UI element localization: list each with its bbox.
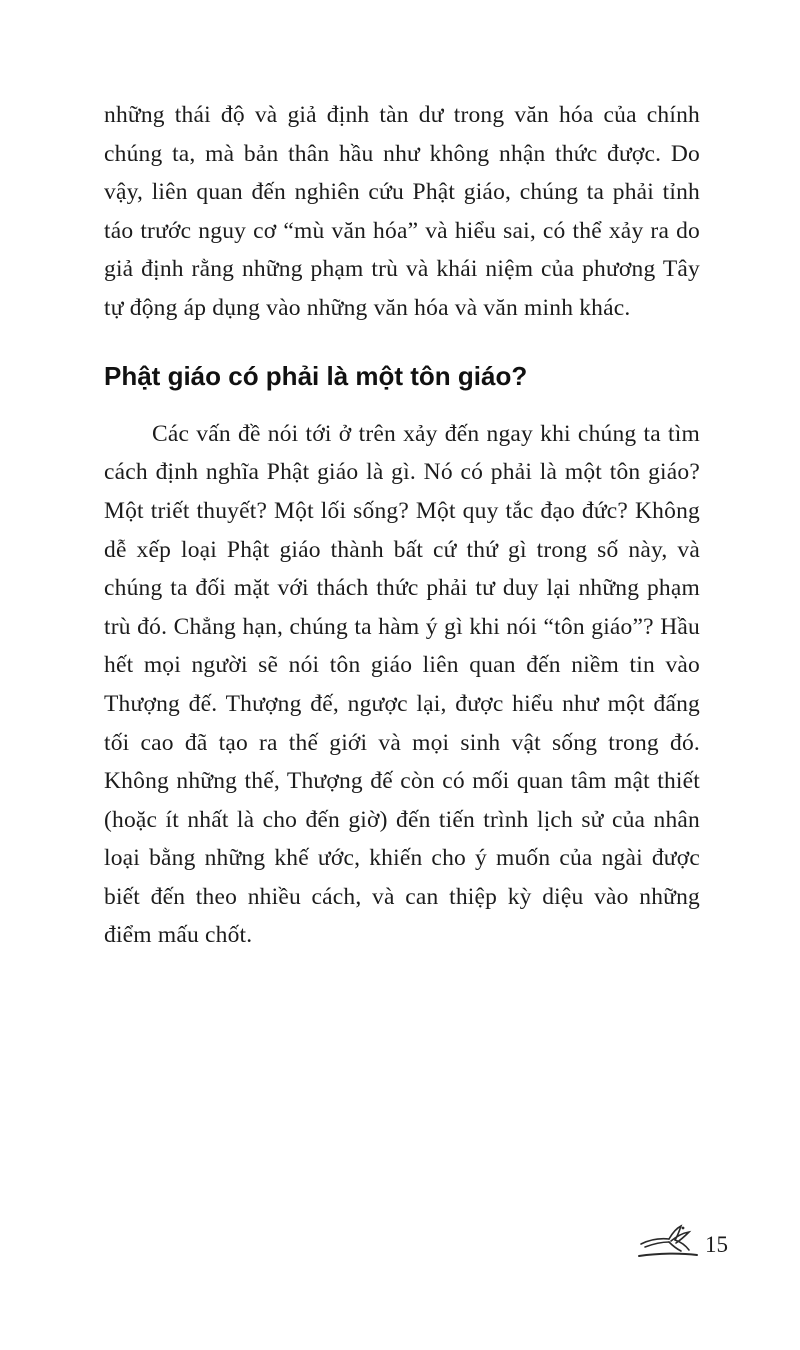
dragonfly-doodle-icon bbox=[631, 1222, 703, 1262]
page-footer bbox=[631, 1222, 728, 1262]
paragraph-continuation: những thái độ và giả định tàn dư trong văn hóa của chính chúng ta, mà bản thân hầu như không nhận thức được. Do vậy, liên quan đến nghiên cứu Phật giáo, chúng ta phải tỉnh táo trước nguy cơ “mù văn hóa” và hiểu sai, có thể xảy ra do giả định rằng những phạm trù và khái niệm của phương Tây tự động áp dụng vào những văn hóa và văn minh khác. bbox=[104, 102, 700, 321]
section-heading: Phật giáo có phải là một tôn giáo? bbox=[104, 360, 528, 391]
page-number: 15 bbox=[705, 1232, 728, 1257]
text-block bbox=[104, 96, 700, 955]
paragraph-body: Các vấn đề nói tới ở trên xảy đến ngay khi chúng ta tìm cách định nghĩa Phật giáo là gì. Nó có phải là một tôn giáo? Một triết thuyết? Một lối sống? Một quy tắc đạo đức? Không dễ xếp loại Phật giáo thành bất cứ thứ gì trong số này, và chúng ta đối mặt với thách thức phải tư duy lại những phạm trù đó. Chẳng hạn, chúng ta hàm ý gì khi nói “tôn giáo”? Hầu hết mọi người sẽ nói tôn giáo liên quan đến niềm tin vào Thượng đế. Thượng đế, ngược lại, được hiểu như một đấng tối cao đã tạo ra thế giới và mọi sinh vật sống trong đó. Không những thế, Thượng đế còn có mối quan tâm mật thiết (hoặc ít nhất là cho đến giờ) đến tiến trình lịch sử của nhân loại bằng những khế ước, khiến cho ý muốn của ngài được biết đến theo nhiều cách, và can thiệp kỳ diệu vào những điểm mấu chốt. bbox=[104, 420, 700, 949]
